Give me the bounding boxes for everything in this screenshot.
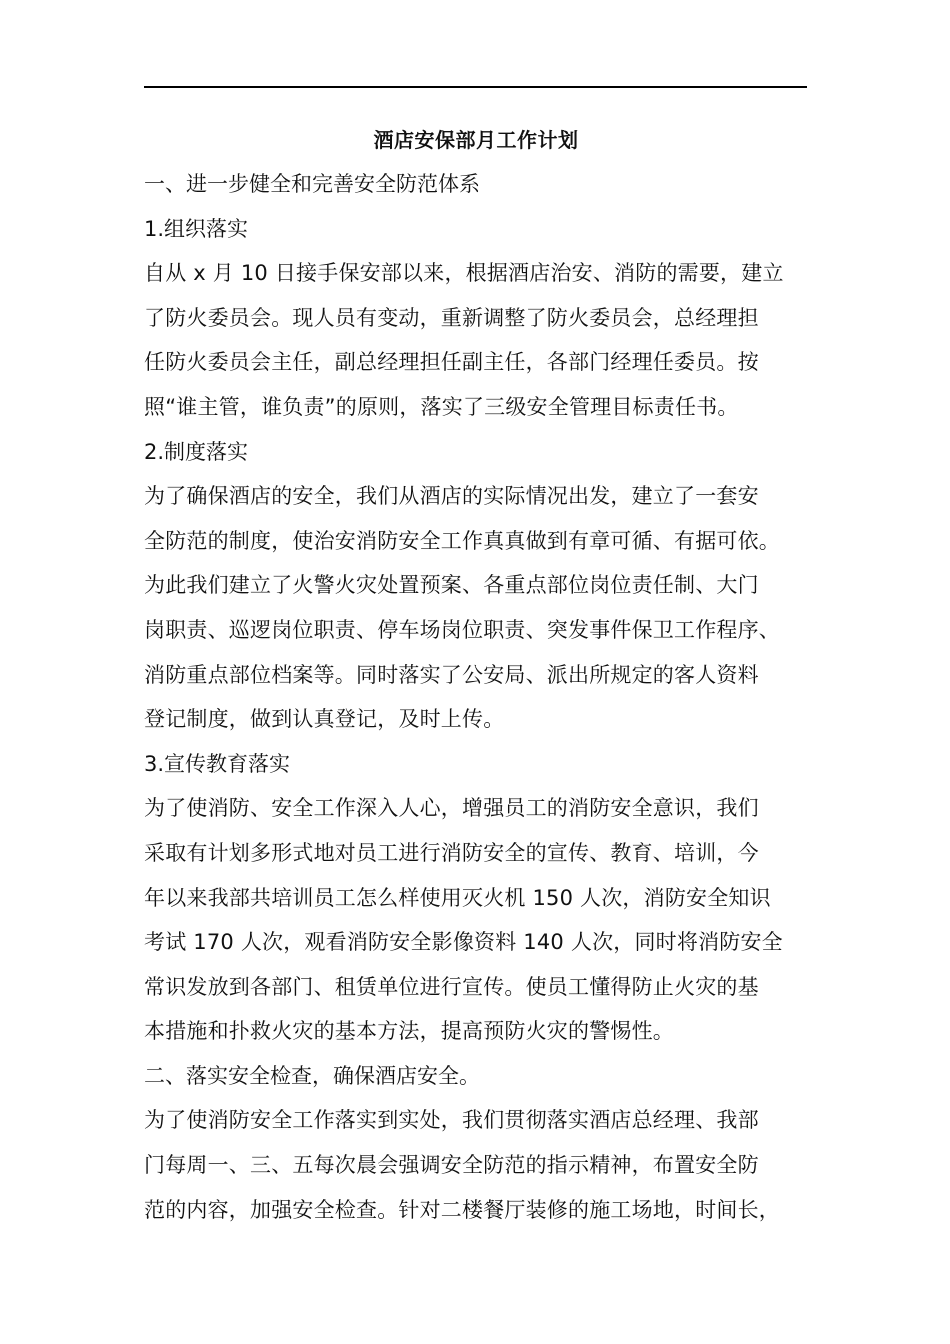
paragraph-line: 消防重点部位档案等。同时落实了公安局、派出所规定的客人资料 <box>144 662 759 687</box>
paragraph-line: 为了使消防安全工作落实到实处，我们贯彻落实酒店总经理、我部 <box>144 1108 759 1133</box>
paragraph-line: 考试 170 人次，观看消防安全影像资料 140 人次，同时将消防安全 <box>144 930 783 955</box>
paragraph-line: 门每周一、三、五每次晨会强调安全防范的指示精神，布置安全防 <box>144 1153 759 1178</box>
section-heading: 1.组织落实 <box>144 216 249 241</box>
document-title: 酒店安保部月工作计划 <box>373 128 579 152</box>
paragraph-line: 年以来我部共培训员工怎么样使用灭火机 150 人次，消防安全知识 <box>144 885 771 910</box>
section-heading: 一、进一步健全和完善安全防范体系 <box>144 172 480 196</box>
paragraph-line: 范的内容，加强安全检查。针对二楼餐厅装修的施工场地，时间长， <box>144 1197 780 1222</box>
section-heading: 二、落实安全检查，确保酒店安全。 <box>144 1063 480 1088</box>
paragraph-line: 登记制度，做到认真登记，及时上传。 <box>144 707 505 732</box>
document-text-blocks <box>144 162 808 1232</box>
paragraph-line: 为此我们建立了火警火灾处置预案、各重点部位岗位责任制、大门 <box>144 573 759 598</box>
paragraph-line: 本措施和扑救火灾的基本方法，提高预防火灾的警惕性。 <box>144 1019 674 1044</box>
paragraph-line: 采取有计划多形式地对员工进行消防安全的宣传、教育、培训，今 <box>144 840 759 865</box>
paragraph-line: 为了确保酒店的安全，我们从酒店的实际情况出发，建立了一套安 <box>144 484 759 509</box>
paragraph-line: 全防范的制度，使治安消防安全工作真真做到有章可循、有据可依。 <box>144 528 780 553</box>
paragraph-line: 为了使消防、安全工作深入人心，增强员工的消防安全意识，我们 <box>144 796 759 821</box>
paragraph-line: 任防火委员会主任，副总经理担任副主任，各部门经理任委员。按 <box>144 350 759 375</box>
paragraph-line: 岗职责、巡逻岗位职责、停车场岗位职责、突发事件保卫工作程序、 <box>144 617 780 642</box>
paragraph-line: 了防火委员会。现人员有变动，重新调整了防火委员会，总经理担 <box>144 305 759 330</box>
document-body <box>144 118 808 1232</box>
header-rule <box>144 86 807 88</box>
paragraph-line: 自从 x 月 10 日接手保安部以来，根据酒店治安、消防的需要，建立 <box>144 261 784 286</box>
section-heading: 2.制度落实 <box>144 439 249 464</box>
paragraph-line: 照“谁主管，谁负责”的原则，落实了三级安全管理目标责任书。 <box>144 394 739 419</box>
paragraph-line: 常识发放到各部门、租赁单位进行宣传。使员工懂得防止火灾的基 <box>144 974 759 999</box>
section-heading: 3.宣传教育落实 <box>144 751 291 776</box>
